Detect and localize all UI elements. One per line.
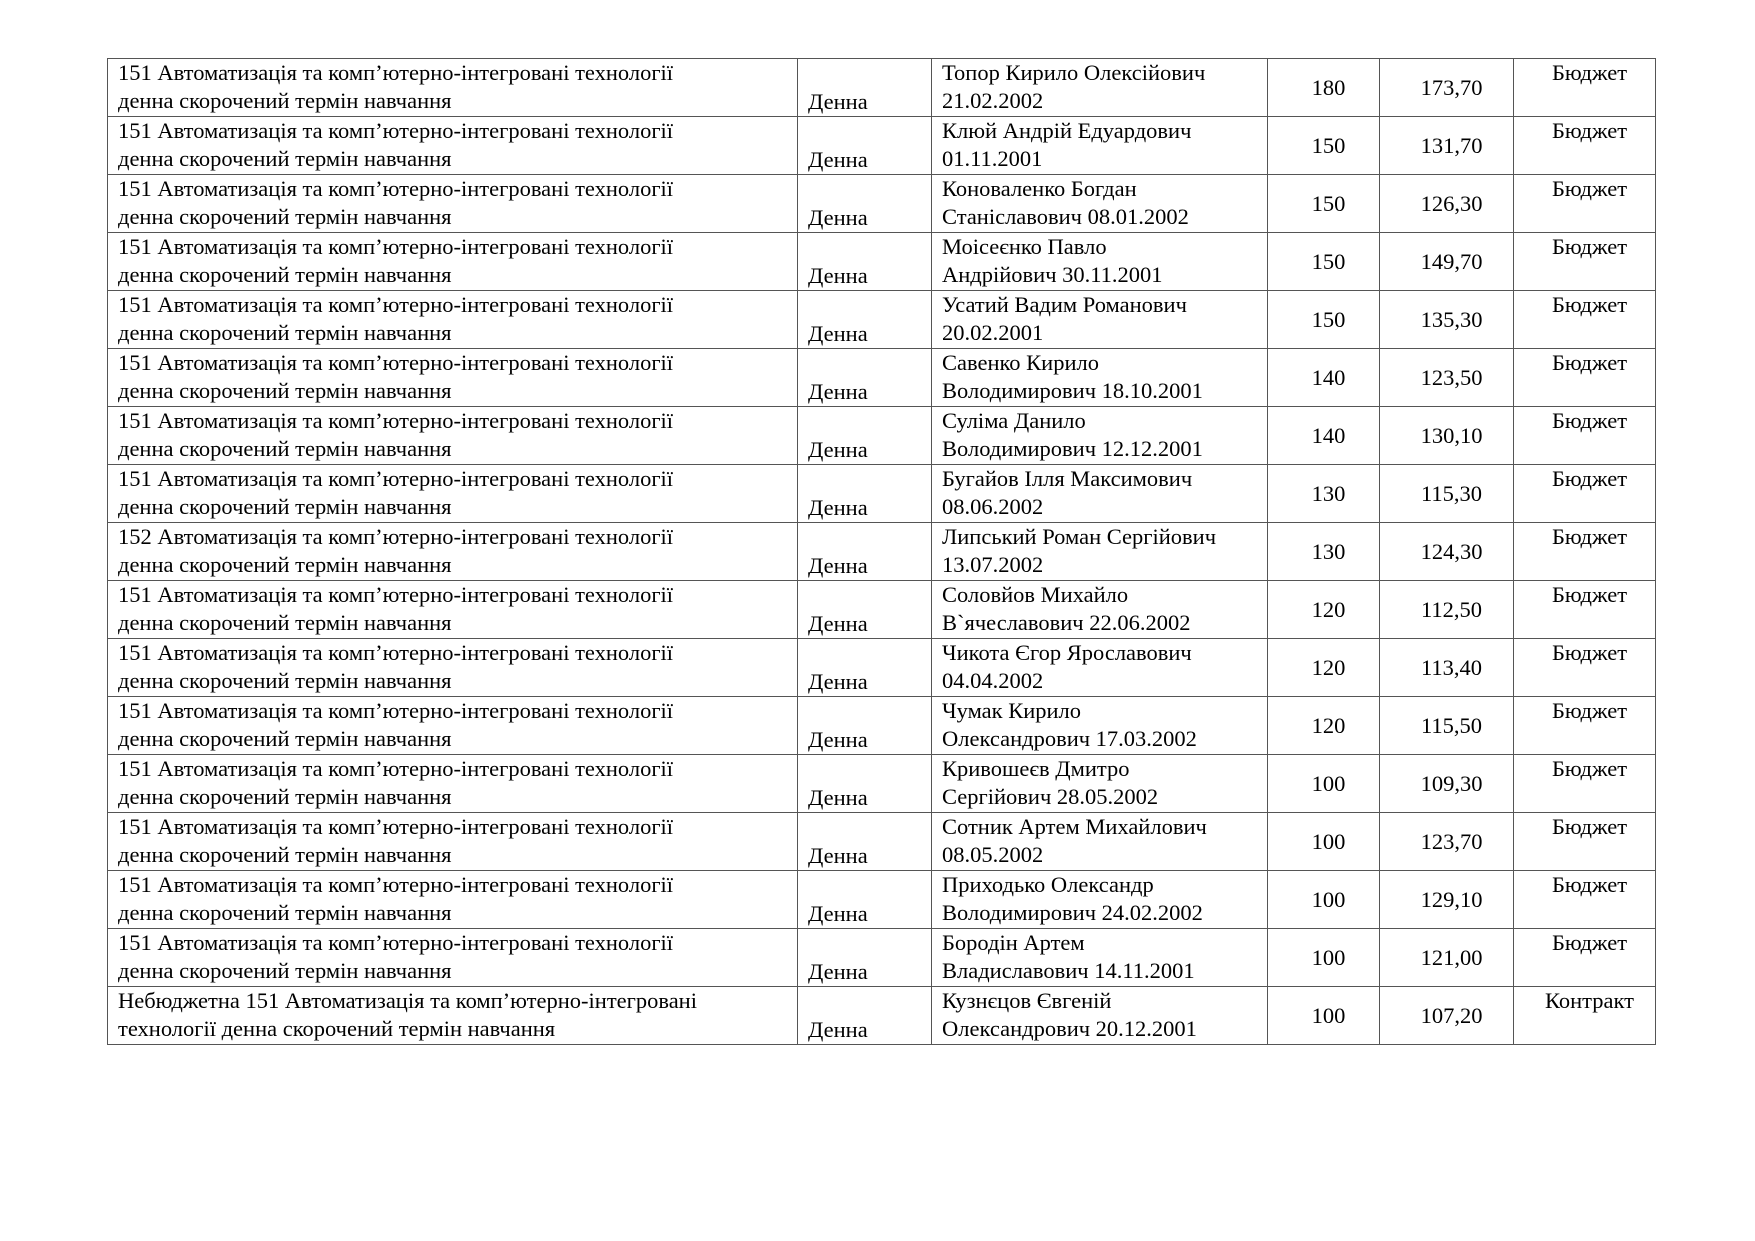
- student-line: Липський Роман Сергійович: [942, 524, 1217, 549]
- student-line: Моісеєнко Павло: [942, 234, 1107, 259]
- study-form-cell: Денна: [798, 987, 932, 1045]
- priority-score-cell: 120: [1268, 581, 1380, 639]
- table-row: [108, 987, 1656, 1045]
- program-line: денна скорочений термін навчання: [118, 436, 452, 461]
- program-line: денна скорочений термін навчання: [118, 146, 452, 171]
- study-form-cell: Денна: [798, 639, 932, 697]
- study-form-cell: Денна: [798, 871, 932, 929]
- program-line: денна скорочений термін навчання: [118, 88, 452, 113]
- admission-list-table: [107, 58, 1656, 1045]
- funding-cell: Бюджет: [1514, 755, 1656, 813]
- program-cell: [108, 465, 798, 523]
- priority-score-cell: 150: [1268, 175, 1380, 233]
- student-cell: [932, 465, 1268, 523]
- program-line: 151 Автоматизація та комп’ютерно-інтегровані технології: [118, 698, 674, 723]
- program-line: технології денна скорочений термін навчання: [118, 1016, 556, 1041]
- study-form-cell: Денна: [798, 465, 932, 523]
- study-form-cell: Денна: [798, 581, 932, 639]
- program-line: 151 Автоматизація та комп’ютерно-інтегровані технології: [118, 640, 674, 665]
- study-form-cell: Денна: [798, 291, 932, 349]
- funding-cell: Бюджет: [1514, 233, 1656, 291]
- funding-cell: Бюджет: [1514, 59, 1656, 117]
- funding-cell: Бюджет: [1514, 639, 1656, 697]
- program-line: 151 Автоматизація та комп’ютерно-інтегровані технології: [118, 350, 674, 375]
- student-line: Чумак Кирило: [942, 698, 1082, 723]
- student-line: Володимирович 18.10.2001: [942, 378, 1203, 403]
- student-line: Сотник Артем Михайлович: [942, 814, 1207, 839]
- competitive-score-cell: 129,10: [1380, 871, 1514, 929]
- study-form-cell: Денна: [798, 117, 932, 175]
- student-line: Приходько Олександр: [942, 872, 1154, 897]
- priority-score-cell: 130: [1268, 523, 1380, 581]
- program-line: денна скорочений термін навчання: [118, 958, 452, 983]
- competitive-score-cell: 173,70: [1380, 59, 1514, 117]
- student-cell: [932, 755, 1268, 813]
- funding-cell: Бюджет: [1514, 697, 1656, 755]
- program-cell: [108, 581, 798, 639]
- student-line: Чикота Єгор Ярославович: [942, 640, 1192, 665]
- priority-score-cell: 100: [1268, 871, 1380, 929]
- study-form-cell: Денна: [798, 523, 932, 581]
- student-line: Клюй Андрій Едуардович: [942, 118, 1192, 143]
- competitive-score-cell: 135,30: [1380, 291, 1514, 349]
- program-cell: [108, 407, 798, 465]
- student-cell: [932, 291, 1268, 349]
- table-row: [108, 59, 1656, 117]
- table-row: [108, 929, 1656, 987]
- program-line: 151 Автоматизація та комп’ютерно-інтегровані технології: [118, 408, 674, 433]
- table-row: [108, 407, 1656, 465]
- student-line: Кузнєцов Євгеній: [942, 988, 1112, 1013]
- priority-score-cell: 150: [1268, 233, 1380, 291]
- student-line: 08.05.2002: [942, 842, 1044, 867]
- program-cell: [108, 117, 798, 175]
- table-row: [108, 233, 1656, 291]
- program-line: денна скорочений термін навчання: [118, 668, 452, 693]
- competitive-score-cell: 112,50: [1380, 581, 1514, 639]
- student-cell: [932, 929, 1268, 987]
- program-cell: [108, 639, 798, 697]
- priority-score-cell: 180: [1268, 59, 1380, 117]
- study-form-cell: Денна: [798, 929, 932, 987]
- program-cell: [108, 349, 798, 407]
- study-form-cell: Денна: [798, 813, 932, 871]
- student-line: Соловйов Михайло: [942, 582, 1129, 607]
- funding-cell: Бюджет: [1514, 349, 1656, 407]
- competitive-score-cell: 115,50: [1380, 697, 1514, 755]
- student-line: Усатий Вадим Романович: [942, 292, 1187, 317]
- table-row: [108, 639, 1656, 697]
- student-line: Кривошеєв Дмитро: [942, 756, 1130, 781]
- program-line: 151 Автоматизація та комп’ютерно-інтегровані технології: [118, 756, 674, 781]
- competitive-score-cell: 131,70: [1380, 117, 1514, 175]
- student-line: 20.02.2001: [942, 320, 1044, 345]
- program-line: 151 Автоматизація та комп’ютерно-інтегровані технології: [118, 930, 674, 955]
- funding-cell: Бюджет: [1514, 291, 1656, 349]
- funding-cell: Бюджет: [1514, 813, 1656, 871]
- student-cell: [932, 581, 1268, 639]
- study-form-cell: Денна: [798, 349, 932, 407]
- student-cell: [932, 871, 1268, 929]
- table-row: [108, 291, 1656, 349]
- priority-score-cell: 140: [1268, 349, 1380, 407]
- competitive-score-cell: 123,50: [1380, 349, 1514, 407]
- study-form-cell: Денна: [798, 407, 932, 465]
- table-body: [108, 59, 1656, 1045]
- program-cell: [108, 697, 798, 755]
- study-form-cell: Денна: [798, 59, 932, 117]
- program-cell: [108, 987, 798, 1045]
- table-row: [108, 581, 1656, 639]
- student-cell: [932, 117, 1268, 175]
- student-line: В`ячеславович 22.06.2002: [942, 610, 1191, 635]
- competitive-score-cell: 149,70: [1380, 233, 1514, 291]
- program-cell: [108, 59, 798, 117]
- program-line: денна скорочений термін навчання: [118, 842, 452, 867]
- program-line: денна скорочений термін навчання: [118, 378, 452, 403]
- funding-cell: Бюджет: [1514, 407, 1656, 465]
- competitive-score-cell: 130,10: [1380, 407, 1514, 465]
- program-line: 151 Автоматизація та комп’ютерно-інтегровані технології: [118, 872, 674, 897]
- student-cell: [932, 987, 1268, 1045]
- funding-cell: Бюджет: [1514, 871, 1656, 929]
- priority-score-cell: 130: [1268, 465, 1380, 523]
- funding-cell: Бюджет: [1514, 117, 1656, 175]
- student-line: Коноваленко Богдан: [942, 176, 1137, 201]
- program-cell: [108, 175, 798, 233]
- program-line: денна скорочений термін навчання: [118, 610, 452, 635]
- program-line: денна скорочений термін навчання: [118, 900, 452, 925]
- student-line: Олександрович 17.03.2002: [942, 726, 1197, 751]
- student-line: Топор Кирило Олексійович: [942, 60, 1206, 85]
- priority-score-cell: 100: [1268, 987, 1380, 1045]
- student-line: Владиславович 14.11.2001: [942, 958, 1195, 983]
- student-line: 21.02.2002: [942, 88, 1044, 113]
- competitive-score-cell: 123,70: [1380, 813, 1514, 871]
- competitive-score-cell: 113,40: [1380, 639, 1514, 697]
- study-form-cell: Денна: [798, 755, 932, 813]
- student-line: 01.11.2001: [942, 146, 1043, 171]
- student-line: Олександрович 20.12.2001: [942, 1016, 1197, 1041]
- funding-cell: Бюджет: [1514, 581, 1656, 639]
- competitive-score-cell: 115,30: [1380, 465, 1514, 523]
- priority-score-cell: 120: [1268, 697, 1380, 755]
- program-cell: [108, 755, 798, 813]
- priority-score-cell: 150: [1268, 291, 1380, 349]
- table-row: [108, 871, 1656, 929]
- competitive-score-cell: 121,00: [1380, 929, 1514, 987]
- student-cell: [932, 523, 1268, 581]
- competitive-score-cell: 107,20: [1380, 987, 1514, 1045]
- program-line: денна скорочений термін навчання: [118, 320, 452, 345]
- program-line: 151 Автоматизація та комп’ютерно-інтегровані технології: [118, 234, 674, 259]
- program-line: денна скорочений термін навчання: [118, 204, 452, 229]
- table-row: [108, 755, 1656, 813]
- program-line: 152 Автоматизація та комп’ютерно-інтегровані технології: [118, 524, 674, 549]
- program-line: 151 Автоматизація та комп’ютерно-інтегровані технології: [118, 582, 674, 607]
- student-line: Володимирович 24.02.2002: [942, 900, 1203, 925]
- table-row: [108, 697, 1656, 755]
- student-line: Володимирович 12.12.2001: [942, 436, 1203, 461]
- priority-score-cell: 100: [1268, 755, 1380, 813]
- table-row: [108, 117, 1656, 175]
- program-line: 151 Автоматизація та комп’ютерно-інтегровані технології: [118, 118, 674, 143]
- program-line: 151 Автоматизація та комп’ютерно-інтегровані технології: [118, 60, 674, 85]
- competitive-score-cell: 124,30: [1380, 523, 1514, 581]
- funding-cell: Бюджет: [1514, 523, 1656, 581]
- student-line: Сергійович 28.05.2002: [942, 784, 1159, 809]
- funding-cell: Бюджет: [1514, 465, 1656, 523]
- program-cell: [108, 929, 798, 987]
- priority-score-cell: 120: [1268, 639, 1380, 697]
- program-line: денна скорочений термін навчання: [118, 494, 452, 519]
- study-form-cell: Денна: [798, 697, 932, 755]
- program-cell: [108, 871, 798, 929]
- study-form-cell: Денна: [798, 233, 932, 291]
- program-line: 151 Автоматизація та комп’ютерно-інтегровані технології: [118, 466, 674, 491]
- program-line: 151 Автоматизація та комп’ютерно-інтегровані технології: [118, 176, 674, 201]
- program-line: денна скорочений термін навчання: [118, 262, 452, 287]
- student-line: Станіславович 08.01.2002: [942, 204, 1189, 229]
- student-line: Андрійович 30.11.2001: [942, 262, 1163, 287]
- funding-cell: Бюджет: [1514, 929, 1656, 987]
- program-line: 151 Автоматизація та комп’ютерно-інтегровані технології: [118, 814, 674, 839]
- table-row: [108, 349, 1656, 407]
- program-cell: [108, 523, 798, 581]
- program-cell: [108, 813, 798, 871]
- table-row: [108, 465, 1656, 523]
- program-line: денна скорочений термін навчання: [118, 784, 452, 809]
- program-cell: [108, 233, 798, 291]
- program-line: 151 Автоматизація та комп’ютерно-інтегровані технології: [118, 292, 674, 317]
- student-cell: [932, 639, 1268, 697]
- student-line: Бугайов Ілля Максимович: [942, 466, 1193, 491]
- program-line: денна скорочений термін навчання: [118, 726, 452, 751]
- study-form-cell: Денна: [798, 175, 932, 233]
- student-cell: [932, 59, 1268, 117]
- table-row: [108, 523, 1656, 581]
- program-line: Небюджетна 151 Автоматизація та комп’ютерно-інтегровані: [118, 988, 697, 1013]
- student-line: 13.07.2002: [942, 552, 1044, 577]
- priority-score-cell: 100: [1268, 813, 1380, 871]
- student-cell: [932, 349, 1268, 407]
- student-line: Савенко Кирило: [942, 350, 1099, 375]
- table-row: [108, 175, 1656, 233]
- table-row: [108, 813, 1656, 871]
- student-line: Суліма Данило: [942, 408, 1086, 433]
- student-cell: [932, 175, 1268, 233]
- student-line: Бородін Артем: [942, 930, 1085, 955]
- funding-cell: Бюджет: [1514, 175, 1656, 233]
- student-cell: [932, 697, 1268, 755]
- funding-cell: Контракт: [1514, 987, 1656, 1045]
- student-cell: [932, 407, 1268, 465]
- program-line: денна скорочений термін навчання: [118, 552, 452, 577]
- competitive-score-cell: 109,30: [1380, 755, 1514, 813]
- priority-score-cell: 140: [1268, 407, 1380, 465]
- student-line: 08.06.2002: [942, 494, 1044, 519]
- priority-score-cell: 150: [1268, 117, 1380, 175]
- student-line: 04.04.2002: [942, 668, 1044, 693]
- priority-score-cell: 100: [1268, 929, 1380, 987]
- student-cell: [932, 233, 1268, 291]
- competitive-score-cell: 126,30: [1380, 175, 1514, 233]
- program-cell: [108, 291, 798, 349]
- student-cell: [932, 813, 1268, 871]
